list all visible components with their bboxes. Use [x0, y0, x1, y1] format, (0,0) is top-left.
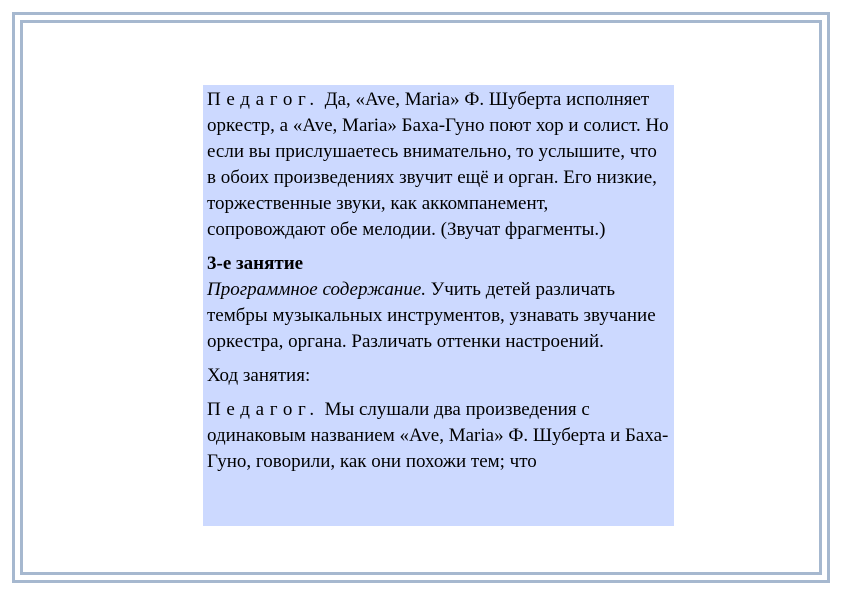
lesson-heading: 3-е занятие — [207, 253, 304, 274]
paragraph-teacher-2 — [207, 397, 670, 475]
program-text: Учить детей различать тембры музыкальных инструментов, узнавать звучание оркестра, органа. Различать оттенки настроений. — [207, 279, 656, 352]
program-label: Программное содержание. — [207, 279, 427, 300]
text-box — [203, 85, 674, 526]
speaker-label: Педагог. — [207, 399, 320, 420]
program-content — [207, 277, 670, 355]
paragraph-teacher-1 — [207, 87, 670, 243]
lesson-progress-heading: Ход занятия: — [207, 365, 311, 386]
paragraph-text: Мы слушали два произведения с одинаковым названием «Ave, Maria» Ф. Шуберта и Баха-Гуно, говорили, как они похожи тем; что — [207, 399, 669, 472]
paragraph-text: Да, «Ave, Maria» Ф. Шуберта исполняет оркестр, а «Ave, Maria» Баха-Гуно поют хор и солист. Но если вы прислушаетесь внимательно, то услышите, что в обоих произведениях звучит ещё и орган. Его низкие, торжественные звуки, как аккомпанемент, сопровождают обе мелодии. (Звучат фрагменты.) — [207, 89, 669, 240]
speaker-label: Педагог. — [207, 89, 320, 110]
